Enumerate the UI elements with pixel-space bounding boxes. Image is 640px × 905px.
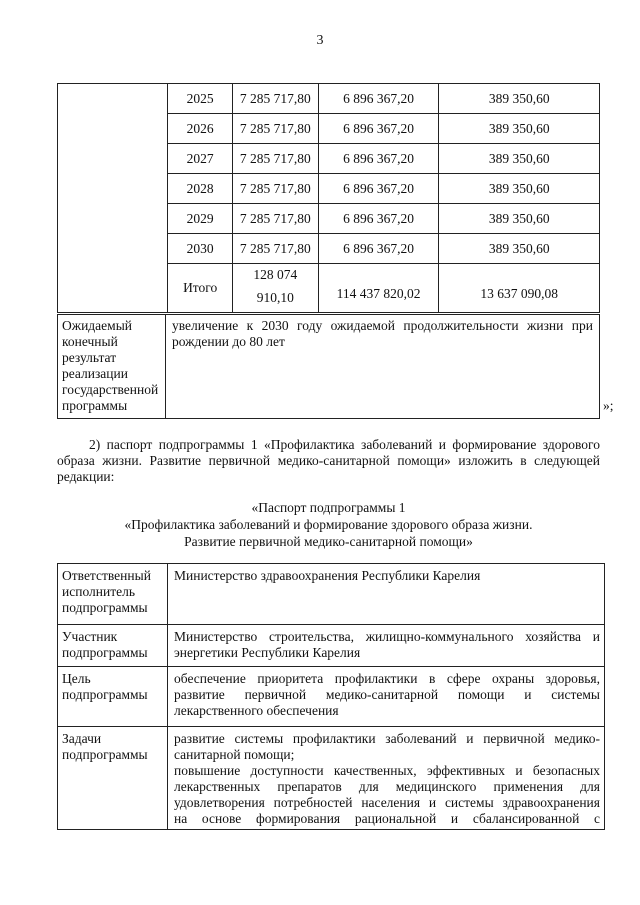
funding-total-col2: 114 437 820,02: [318, 264, 439, 313]
funding-total: 7 285 717,80: [232, 114, 318, 144]
funding-total: 7 285 717,80: [232, 174, 318, 204]
funding-col2: 6 896 367,20: [318, 234, 439, 264]
funding-col3: 389 350,60: [439, 114, 600, 144]
executor-label: Ответственный исполнитель подпрограммы: [58, 564, 168, 625]
funding-table: [57, 83, 600, 313]
funding-year: 2030: [168, 234, 232, 264]
funding-col2: 6 896 367,20: [318, 144, 439, 174]
funding-year: 2027: [168, 144, 232, 174]
funding-year: 2028: [168, 174, 232, 204]
funding-total-label: Итого: [168, 264, 232, 313]
expected-result-table: [57, 314, 600, 419]
funding-col3: 389 350,60: [439, 204, 600, 234]
funding-col2: 6 896 367,20: [318, 204, 439, 234]
funding-total-sum: 128 074 910,10: [232, 264, 318, 313]
goal-row: [58, 667, 605, 727]
funding-year: 2029: [168, 204, 232, 234]
funding-total: 7 285 717,80: [232, 234, 318, 264]
passport-table: [57, 563, 605, 830]
participant-row: [58, 625, 605, 667]
goal-label: Цель подпрограммы: [58, 667, 168, 727]
funding-total: 7 285 717,80: [232, 204, 318, 234]
funding-year: 2025: [168, 84, 232, 114]
closing-quote: »;: [603, 398, 614, 413]
amendment-paragraph: 2) паспорт подпрограммы 1 «Профилактика заболеваний и формирование здорового образа жизни. Развитие первичной медико-санитарной помощи» изложить в следующей редакции:: [57, 437, 600, 484]
tasks-label: Задачи подпрограммы: [58, 727, 168, 830]
funding-total-col3: 13 637 090,08: [439, 264, 600, 313]
passport-title: «Паспорт подпрограммы 1 «Профилактика заболеваний и формирование здорового образа жизни. Развитие первичной медико-санитарной помощи»: [124, 500, 533, 549]
tasks-text: развитие системы профилактики заболеваний и первичной медико- санитарной помощи; повышение доступности качественных, эффективных и безопасных лекарственных препаратов для медицинского применения для удовлетворения потребностей населения и системы здравоохранения на основе формирования рациональной и сбалансированной с: [168, 727, 605, 830]
participant-label: Участник подпрограммы: [58, 625, 168, 667]
funding-blank-cell: [58, 84, 168, 313]
executor-text: Министерство здравоохранения Республики Карелия: [168, 564, 605, 625]
funding-col3: 389 350,60: [439, 174, 600, 204]
funding-col2: 6 896 367,20: [318, 114, 439, 144]
funding-col3: 389 350,60: [439, 144, 600, 174]
funding-col2: 6 896 367,20: [318, 84, 439, 114]
funding-col3: 389 350,60: [439, 84, 600, 114]
expected-result-text: увеличение к 2030 году ожидаемой продолжительности жизни при рождении до 80 лет: [166, 315, 600, 419]
funding-row: [58, 84, 600, 114]
goal-text: обеспечение приоритета профилактики в сфере охраны здоровья, развитие первичной медико-санитарной помощи и системы лекарственного обеспечения: [168, 667, 605, 727]
funding-total: 7 285 717,80: [232, 84, 318, 114]
executor-row: [58, 564, 605, 625]
expected-result-row: [58, 315, 600, 419]
page-number: 3: [316, 33, 324, 48]
expected-result-label: Ожидаемый конечный результат реализации государственной программы: [58, 315, 166, 419]
funding-total: 7 285 717,80: [232, 144, 318, 174]
tasks-row: [58, 727, 605, 830]
funding-col3: 389 350,60: [439, 234, 600, 264]
participant-text: Министерство строительства, жилищно-коммунального хозяйства и энергетики Республики Карелия: [168, 625, 605, 667]
funding-year: 2026: [168, 114, 232, 144]
funding-col2: 6 896 367,20: [318, 174, 439, 204]
